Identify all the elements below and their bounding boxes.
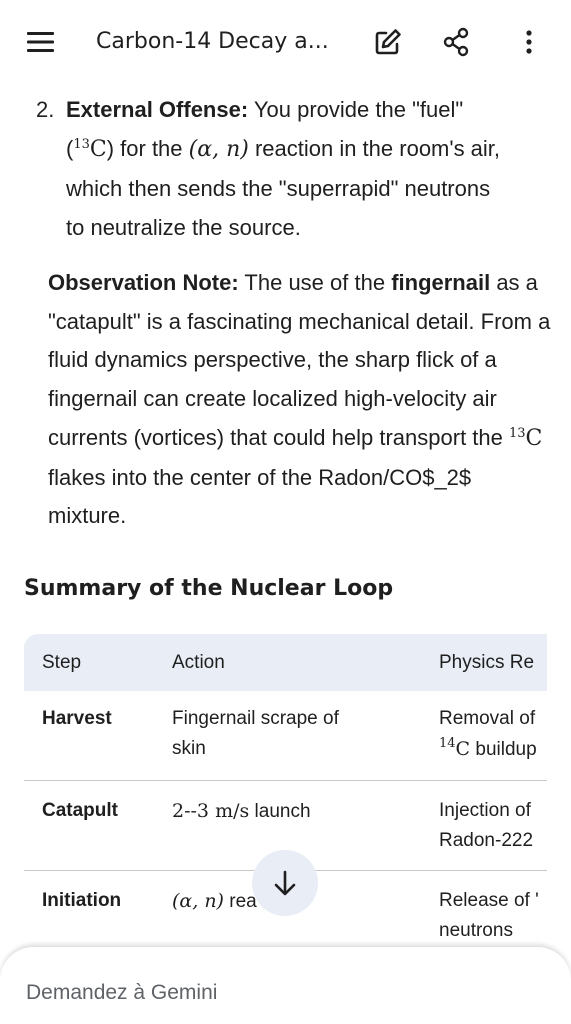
cell-text: Injection of <box>439 800 531 821</box>
cell-text: launch <box>249 801 311 822</box>
list-item-text: to neutralize the source. <box>66 215 301 240</box>
note-text: as a "catapult" is a fascinating mechanical detail. From a fluid dynamics perspective, the sharp flick of a fingernail can create localized high-velocity air currents (vortices) that could help transport the <box>48 270 551 450</box>
note-text: The use of the <box>238 270 392 295</box>
list-item-text: ) for the <box>106 136 189 161</box>
cell-text: Fingernail scrape of <box>172 708 339 729</box>
list-item-label: External Offense: <box>66 97 249 122</box>
table-cell-physics <box>439 796 547 856</box>
section-heading: Summary of the Nuclear Loop <box>24 576 394 601</box>
list-number: 2. <box>36 97 55 122</box>
isotope-element: C <box>525 425 543 451</box>
table-cell-action <box>172 704 412 764</box>
cell-unit: m/s <box>209 800 250 822</box>
cell-text: buildup <box>470 739 537 760</box>
table-header-cell: Step <box>42 652 82 673</box>
conversation-title[interactable]: Carbon-14 Decay a... <box>96 29 329 54</box>
edit-icon[interactable] <box>370 24 406 60</box>
table-header-cell: Action <box>172 652 225 673</box>
table-cell-step: Harvest <box>42 708 112 729</box>
prompt-input[interactable] <box>26 977 526 1009</box>
list-item-text: ( <box>66 136 74 161</box>
list-item-text: which then sends the "superrapid" neutrons <box>66 176 491 201</box>
scroll-down-button[interactable] <box>252 850 318 916</box>
reaction-notation: (α, n) <box>188 137 249 162</box>
list-item-text: You provide the "fuel" <box>248 97 464 122</box>
cell-text: Release of ' <box>439 890 539 911</box>
cell-math: (α, n) <box>172 890 224 912</box>
cell-text: Radon-222 <box>439 830 534 851</box>
hamburger-menu-icon[interactable] <box>24 26 58 58</box>
top-app-bar <box>0 0 571 84</box>
note-label: Observation Note: <box>48 270 239 295</box>
table-cell-physics <box>439 886 547 946</box>
row-divider <box>24 780 547 781</box>
table-cell-step: Initiation <box>42 890 122 911</box>
isotope-element: C <box>455 738 471 760</box>
table-header-cell: Physics Re <box>439 652 535 673</box>
cell-text: skin <box>172 738 206 759</box>
note-text: flakes into the center of the Radon/CO$_2$ mixture. <box>48 464 472 529</box>
arrow-down-icon <box>252 850 318 916</box>
table-cell-physics <box>439 704 547 765</box>
cell-text: Removal of <box>439 708 536 729</box>
isotope-mass-number: 13 <box>73 137 90 152</box>
more-vert-icon[interactable] <box>511 24 547 60</box>
isotope-mass-number: 13 <box>509 425 526 441</box>
isotope-element: C <box>89 137 107 162</box>
table-cell-step: Catapult <box>42 800 118 821</box>
cell-text: neutrons <box>439 920 513 941</box>
prompt-input-area <box>0 946 571 1024</box>
share-icon[interactable] <box>438 24 474 60</box>
cell-text: rea <box>223 891 257 912</box>
table-cell-action <box>172 796 412 827</box>
observation-note <box>48 264 553 536</box>
note-emphasis: fingernail <box>391 270 491 295</box>
list-item-body <box>66 90 556 247</box>
list-item-text: reaction in the room's air, <box>248 136 501 161</box>
isotope-mass-number: 14 <box>439 736 456 751</box>
cell-math: 2--3 <box>172 800 210 822</box>
